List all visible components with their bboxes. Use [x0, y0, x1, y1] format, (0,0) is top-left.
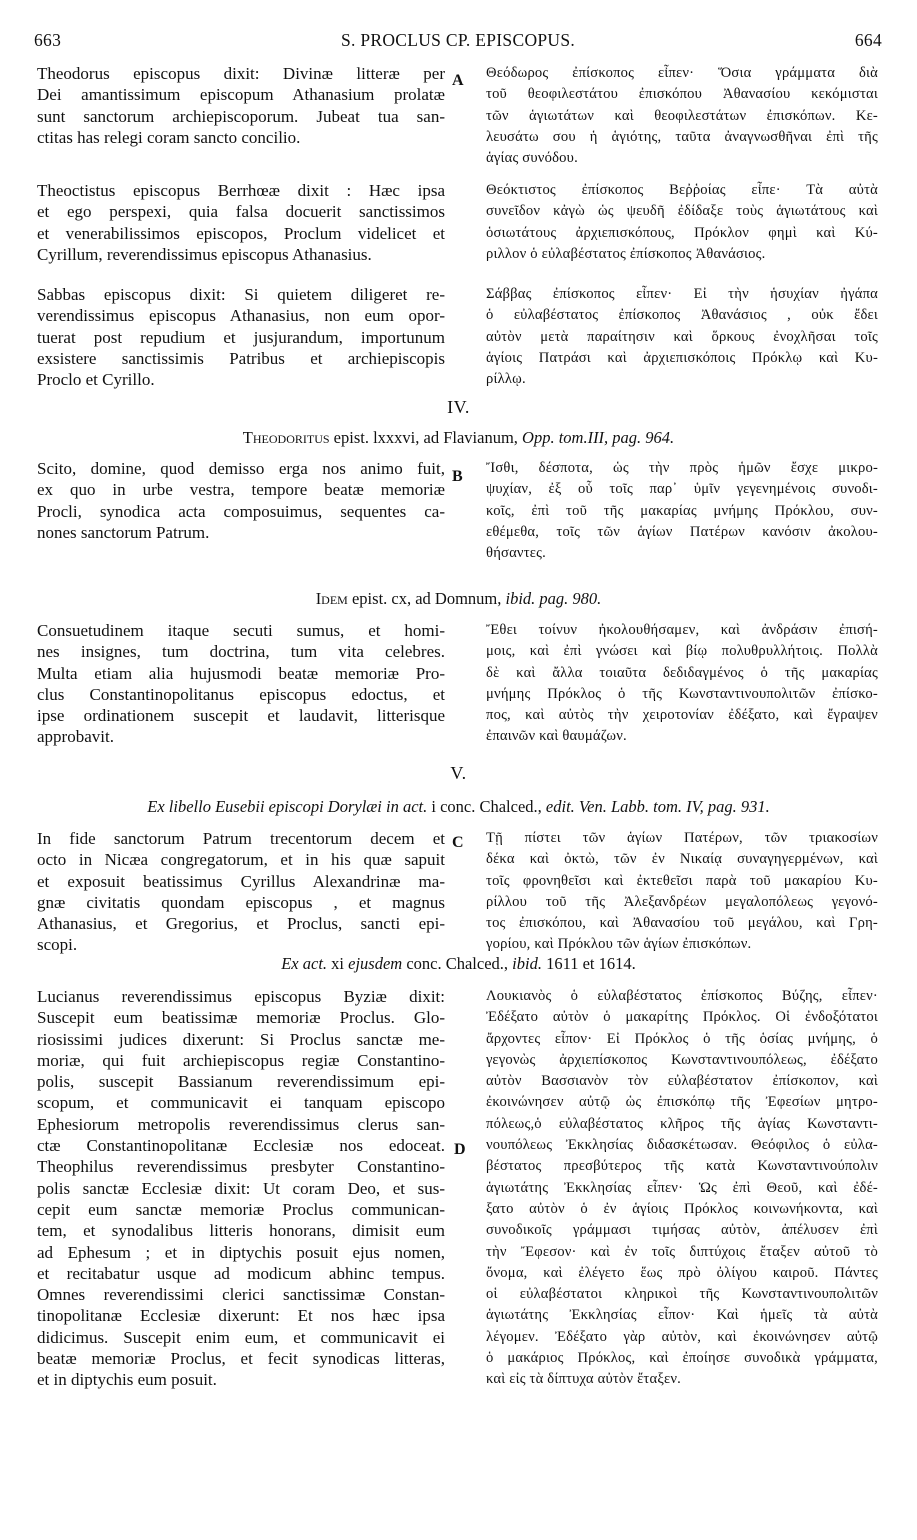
text-line: beatæ memoriæ Proclus, et fecit synodicas litteras, [37, 1349, 445, 1369]
text-line: sunt sanctorum archiepiscoporum. Jubeat tua san- [37, 106, 445, 126]
text-line: polis, suscepit Bassianum reverendissimum epi- [37, 1072, 445, 1092]
text-line: didicimus. Suscepit enim eum, et communicavit ei [37, 1327, 445, 1347]
latin-paragraph-lucianus [37, 986, 445, 1391]
text-line: In fide sanctorum Patrum trecentorum decem et [37, 829, 445, 848]
text-line: Omnes reverendissimi clerici sanctissimæ Constan- [37, 1285, 445, 1305]
text-line: approbavit. [37, 727, 114, 747]
text-line: exsistere sanctissimis Patribus et archiepiscopis [37, 348, 445, 368]
source-citation-theodoret-86 [0, 428, 917, 448]
latin-paragraph-scito [37, 458, 445, 543]
text-line: et recitabatur usque ad modicum abhinc tempus. [37, 1263, 445, 1283]
text-line: ρίλλου τοῦ τῆς Ἀλεξανδρέων μεγαλοπόλεως γεγονό- [486, 893, 878, 910]
source-text-2: conc. Chalced., [402, 954, 513, 973]
text-line: Proclo et Cyrillo. [37, 370, 155, 390]
source-citation-eusebius [0, 797, 917, 817]
column-marker-c: C [452, 834, 464, 851]
text-line: Ephesiorum metropolis reverendissimus clerus san- [37, 1114, 445, 1134]
source-italic: Ex libello Eusebii episcopi Dorylæi in act. [147, 797, 428, 816]
greek-paragraph-ethei [486, 620, 878, 748]
source-text: i conc. Chalced., [427, 797, 546, 816]
text-line: κοῖς, ἐπὶ τοῦ τῆς μακαρίας μνήμης Πρόκλου, συν- [486, 502, 878, 519]
text-line: ἐκοινώνησεν αὐτῷ ὡς ἐπισκόπῳ τῆς Ἐφεσίων μητρο- [486, 1094, 878, 1111]
text-line: πόλεως,ὁ εὐλαβέστατος κλῆρος τῆς ἁγίας Κωνσταντι- [486, 1115, 878, 1132]
text-line: ctitas has relegi coram sancto concilio. [37, 127, 301, 147]
text-line: συνοδικοῖς γράμμασι τιμήσας αὐτὸν, ἀπέλυσεν ἐπὶ [486, 1222, 878, 1239]
text-line: ipse ordinationem suscepit et laudavit, litterisque [37, 706, 445, 726]
column-marker-b: B [452, 468, 463, 485]
text-line: Σάββας ἐπίσκοπος εἶπεν· Εἰ τὴν ἡσυχίαν ἠγάπα [486, 286, 878, 302]
text-line: riosissimi judices dixerunt: Si Proclus sanctæ me- [37, 1029, 445, 1049]
source-reference: Opp. tom.III, pag. 964. [522, 428, 675, 447]
text-line: Procli, synodica acta composuimus, sequentes ca- [37, 501, 445, 521]
text-line: τὴν Ἔφεσον· καὶ ἐν τοῖς διπτύχοις ἔταξεν αὐτοῦ τὸ [486, 1243, 878, 1260]
greek-paragraph-sabbas [486, 284, 878, 390]
page-number-right: 664 [854, 30, 882, 50]
source-reference: ibid. [512, 954, 542, 973]
text-line: Suscepit eum beatissimæ memoriæ Proclus. Glo- [37, 1008, 445, 1028]
source-italic-2: ejusdem [348, 954, 403, 973]
section-number-v: V. [450, 763, 467, 783]
text-line: δὲ καὶ ἄλλα τοιαῦτα δεδιδαγμένος ὁ τῆς μακαρίας [486, 664, 878, 681]
text-line: ἐπαινῶν καὶ θαυμάζων. [486, 728, 627, 745]
greek-paragraph-isthi [486, 458, 878, 564]
text-line: Athanasius, et Gregorius, et Proclus, sancti epi- [37, 914, 445, 934]
source-reference: ibid. pag. 980. [505, 589, 602, 608]
text-line: ὁ εὐλαβέστατος ἐπίσκοπος Ἀθανάσιος , οὐκ ἔδει [486, 307, 878, 324]
text-line: Ἴσθι, δέσποτα, ὡς τὴν πρὸς ἡμῶν ἔσχε μικρο- [486, 460, 878, 476]
text-line: Theodorus episcopus dixit: Divinæ litteræ per [37, 64, 445, 83]
source-author: Theodoritus [242, 428, 330, 447]
text-line: Sabbas episcopus dixit: Si quietem diligeret re- [37, 285, 445, 304]
text-line: ἁγιωτάτης Ἐκκλησίας εἶπον· Καὶ ἡμεῖς τὰ αὐτὰ [486, 1307, 878, 1324]
latin-paragraph-consuetudinem [37, 620, 445, 748]
text-line: et in diptychis eum posuit. [37, 1370, 217, 1390]
text-line: Theophilus reverendissimus presbyter Constantino- [37, 1157, 445, 1177]
column-marker-d: D [454, 1141, 466, 1158]
source-text: xi [327, 954, 349, 973]
running-header [34, 30, 882, 60]
column-marker-a: A [452, 72, 464, 89]
text-line: Λουκιανὸς ὁ εὐλαβέστατος ἐπίσκοπος Βύζης, εἶπεν· [486, 988, 878, 1004]
text-line: μνήμης Πρόκλος ὁ τῆς Κωνσταντινουπολιτῶν ἐπίσκο- [486, 685, 878, 702]
text-line: ad Ephesum ; et in diptychis posuit ejus nomen, [37, 1242, 445, 1262]
latin-paragraph-in-fide [37, 828, 445, 956]
source-author: Idem [315, 589, 348, 608]
text-line: octo in Nicæa congregatorum, et in his quæ sapuit [37, 850, 445, 870]
section-number-iv: IV. [447, 397, 470, 417]
text-line: ex quo in urbe vestra, tempore beatæ memoriæ [37, 480, 445, 500]
text-line: βέστατος πρεσβύτερος τῆς κατὰ Κωνσταντινούπολιν [486, 1158, 878, 1175]
greek-paragraph-te-pistei [486, 828, 878, 956]
latin-paragraph-theodorus [37, 63, 445, 148]
text-line: Theoctistus episcopus Berrhœæ dixit : Hæc ipsa [37, 181, 445, 200]
text-line: nones sanctorum Patrum. [37, 522, 210, 542]
text-line: τοῖς φρονηθεῖσι καὶ ἐκτεθεῖσι παρὰ τοῦ μακαρίου Κυ- [486, 872, 878, 889]
text-line: gnæ civitatis quondam episcopus , et magnus [37, 892, 445, 912]
text-line: Dei amantissimum episcopum Athanasium prolatæ [37, 85, 445, 105]
text-line: nes insignes, tum doctrina, tum vita celebres. [37, 642, 445, 662]
text-line: ἁγιωτάτης Ἐκκλησίας εἶπεν· Ὡς ἐπὶ Θεοῦ, καὶ ἐδέ- [486, 1179, 878, 1196]
source-reference: edit. Ven. Labb. tom. IV, pag. 931. [545, 797, 770, 816]
text-line: Lucianus reverendissimus episcopus Byziæ dixit: [37, 987, 445, 1006]
source-text: epist. cx, ad Domnum, [351, 589, 506, 608]
text-line: ἄρχοντες εἶπον· Εἰ Πρόκλος ὁ τῆς ὁσίας μνήμης, ὁ [486, 1030, 878, 1047]
text-line: μοις, καὶ ἐπὶ γνώσει καὶ βίῳ πολυθρυλλήτοις. Πολλὰ [486, 643, 878, 660]
running-title: S. PROCLUS CP. EPISCOPUS. [340, 30, 576, 50]
text-line: εθέμεθα, τοῖς τῶν ἁγίων Πατέρων κανόσιν ἀκολου- [486, 523, 878, 540]
text-line: νουπόλεως Ἐκκλησίας διδασκέτωσαν. Θεόφιλος ὁ εὐλα- [486, 1137, 878, 1154]
text-line: ριλλον ὁ εὐλαβέστατος ἐπίσκοπος Ἀθανάσιος. [486, 245, 766, 262]
text-line: τῶν ἁγιωτάτων καὶ θεοφιλεστάτων ἐπισκόπων. Κε- [486, 107, 878, 124]
text-line: et exposuit beatissimus Cyrillus Alexandrinæ ma- [37, 871, 445, 891]
text-line: Ἐδέξατο αὐτὸν ὁ μακαρίτης Πρόκλος. Οἱ ἐνδοξότατοι [486, 1009, 878, 1026]
text-line: πος, καὶ αὐτὸς τὴν χειροτονίαν ἐδέξατο, καὶ ἔγραψεν [486, 707, 878, 724]
text-line: polis sanctæ Ecclesiæ dixit: Ut coram Deo, et sus- [37, 1178, 445, 1198]
text-line: tinopolitanæ Ecclesiæ dixerunt: Et nos hæc ipsa [37, 1306, 445, 1326]
latin-paragraph-theoctistus [37, 180, 445, 265]
text-line: Τῇ πίστει τῶν ἁγίων Πατέρων, τῶν τριακοσίων [486, 830, 878, 846]
text-line: αὐτὸν Βασσιανὸν τὸν εὐλαβέστατον ἐπίσκοπον, καὶ [486, 1073, 878, 1090]
text-line: ἁγίας συνόδου. [486, 150, 578, 167]
text-line: ἁγίοις Πατράσι καὶ ἀρχιεπισκόποις Πρόκλῳ καὶ Κυ- [486, 349, 878, 366]
text-line: Ἔθει τοίνυν ἠκολουθήσαμεν, καὶ ἀνδράσιν ἐπισή- [486, 622, 878, 638]
text-line: ρίλλῳ. [486, 371, 526, 388]
greek-paragraph-theodorus [486, 63, 878, 169]
text-line: Multa etiam alia hujusmodi beatæ memoriæ Pro- [37, 663, 445, 683]
text-line: Θεόκτιστος ἐπίσκοπος Βεῤῥοίας εἶπε· Τὰ αὐτὰ [486, 182, 878, 198]
text-line: ψυχίαν, ἐξ οὗ τοῖς παρ᾽ ὑμῖν γεγενημένοις συνοδι- [486, 481, 878, 498]
text-line: Cyrillum, reverendissimus episcopus Athanasius. [37, 244, 372, 264]
text-line: verendissimus episcopus Athanasius, non eum opor- [37, 306, 445, 326]
text-line: et ego perspexi, quia falsa docuerit sanctissimos [37, 202, 445, 222]
text-line: moriæ, qui fuit archiepiscopus regiæ Constantino- [37, 1050, 445, 1070]
text-line: γεγονὼς ἀρχιεπίσκοπος Κωνσταντινουπόλεως, ἐδέξατο [486, 1051, 878, 1068]
greek-paragraph-loukianos [486, 986, 878, 1391]
text-line: clus Constantinopolitanus episcopus edoctus, et [37, 684, 445, 704]
text-line: λέγομεν. Ἐδέξατο γὰρ αὐτὸν, καὶ ἐκοινώνησεν αὐτῷ [486, 1328, 878, 1345]
page-number-left: 663 [34, 30, 62, 50]
text-line: ὄνομα, καὶ ἐλέγετο ἕως πρὸ ὀλίγου καιροῦ. Πάντες [486, 1264, 878, 1281]
text-line: τοῦ θεοφιλεστάτου ἐπισκόπου Ἀθανασίου κεκόμισται [486, 86, 878, 103]
text-line: ὁσιωτάτους ἀρχιεπισκόπους, Πρόκλον φημὶ καὶ Κύ- [486, 224, 878, 241]
text-line: tem, et synodalibus litteris honorans, dimisit eum [37, 1221, 445, 1241]
text-line: συνεῖδον κἀγὼ ὡς ψευδῆ ἐδίδαξε τοὺς ἁγιωτάτους καὶ [486, 203, 878, 220]
source-text: epist. lxxxvi, ad Flavianum, [333, 428, 523, 447]
text-line: γορίου, καὶ Πρόκλου τῶν ἁγίων ἐπισκόπων. [486, 936, 752, 953]
text-line: ὁ μακάριος Πρόκλος, καὶ ἐποίησε συνοδικὰ γράμματα, [486, 1350, 878, 1367]
source-citation-act-11 [0, 954, 917, 974]
text-line: Θεόδωρος ἐπίσκοπος εἶπεν· Ὅσια γράμματα διὰ [486, 65, 878, 81]
text-line: tuerat post repudium et jusjurandum, importunum [37, 327, 445, 347]
latin-paragraph-sabbas [37, 284, 445, 390]
text-line: cepit eum sanctæ memoriæ Proclus communican- [37, 1199, 445, 1219]
source-pages: 1611 et 1614. [541, 954, 636, 973]
text-line: καὶ εἰς τὰ δίπτυχα αὐτὸν ἔταξεν. [486, 1371, 681, 1388]
text-line: οἱ εὐλαβέστατοι κληρικοὶ τῆς Κωνσταντινουπολιτῶν [486, 1286, 878, 1303]
text-line: λευσάτω σου ἡ ἁγιότης, ταῦτα ἀναγνωσθῆναι ἐπὶ τῆς [486, 128, 878, 145]
text-line: scopum, et communicavit ei tanquam episcopo [37, 1093, 445, 1113]
text-line: Scito, domine, quod demisso erga nos animo fuit, [37, 459, 445, 478]
text-line: ξατο αὐτὸν ὁ ἐν ἁγίοις Πρόκλος κοινωνήκοντα, καὶ [486, 1200, 878, 1217]
text-line: scopi. [37, 935, 78, 955]
text-line: θήσαντες. [486, 545, 546, 562]
text-line: δέκα καὶ ὀκτὼ, τῶν ἐν Νικαίᾳ συναγηγερμένων, καὶ [486, 851, 878, 868]
text-line: Consuetudinem itaque secuti sumus, et homi- [37, 621, 445, 640]
source-citation-theodoret-110 [0, 589, 917, 609]
text-line: τος ἐπισκόπου, καὶ Ἀθανασίου τοῦ μεγάλου, καὶ Γρη- [486, 915, 878, 932]
text-line: et venerabilissimos episcopos, Proclum videlicet et [37, 223, 445, 243]
source-italic: Ex act. [281, 954, 328, 973]
text-line: αὐτὸν μετὰ παραίτησιν καὶ ὅρκους ἐνοχλῆσαι τοῖς [486, 328, 878, 345]
greek-paragraph-theoctistus [486, 180, 878, 265]
text-line: ctæ Constantinopolitanæ Ecclesiæ nos edoceat. [37, 1136, 445, 1156]
